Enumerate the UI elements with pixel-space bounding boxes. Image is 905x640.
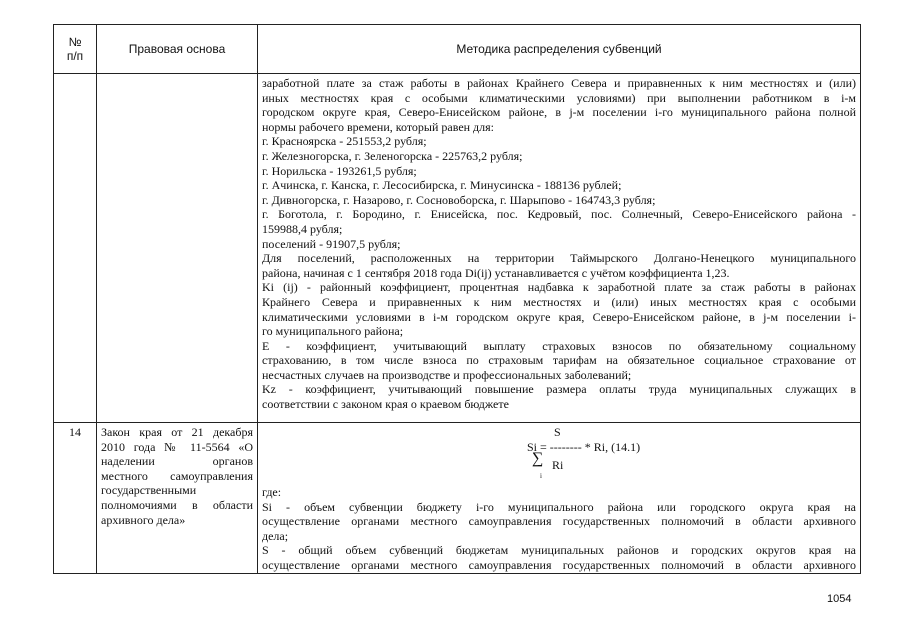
table-header-row xyxy=(54,25,861,74)
text-line: соответствии с законом края о краевом бюджете xyxy=(262,397,509,412)
text-line: г. Ачинска, г. Канска, г. Лесосибирска, г. Минусинска - 188136 рублей; xyxy=(262,178,622,193)
text-line: городском округе края, Северо-Енисейском районе, в j-м поселении i-го муниципального района полной xyxy=(262,105,856,120)
header-basis: Правовая основа xyxy=(97,25,258,74)
text-line: дела; xyxy=(262,528,289,543)
text-line: климатическими условиями в i-м городском округе края, Северо-Енисейском районе, в j-м поселении i- xyxy=(262,309,856,324)
text-line: г. Дивногорска, г. Назарово, г. Сосновоборска, г. Шарыпово - 164743,3 рубля; xyxy=(262,192,656,207)
text-line: осуществление органами местного самоуправления государственных полномочий в области архивного xyxy=(262,557,856,572)
text-line: осуществление органами местного самоуправления государственных полномочий в области архивного xyxy=(262,514,856,529)
text-line: г. Боготола, г. Бородино, г. Енисейска, пос. Кедровый, пос. Солнечный, Северо-Енисейского района - xyxy=(262,207,856,222)
sum-symbol: ∑ xyxy=(532,450,544,467)
table-row-14 xyxy=(54,423,861,574)
text-line: г. Железногорска, г. Зеленогорска - 225763,2 рубля; xyxy=(262,148,523,163)
text-line: страхованию, в том числе взноса по страховым тарифам на обязательное социальное страхование от xyxy=(262,353,856,368)
formula-equation: Si = -------- * Ri, (14.1) xyxy=(527,440,641,454)
formula-denominator: Ri xyxy=(552,458,564,472)
law-line: Закон края от 21 декабря xyxy=(101,425,253,439)
subsidy-table xyxy=(53,24,861,574)
text-line: г. Норильска - 193261,5 рубля; xyxy=(262,163,417,178)
text-line: E - коэффициент, учитывающий выплату страховых взносов по обязательному социальному xyxy=(262,338,856,353)
law-line: местного самоуправления xyxy=(101,468,253,483)
text-line: Ki (ij) - районный коэффициент, процентная надбавка к заработной плате за стаж работы в районах xyxy=(262,280,856,295)
text-line: Для поселений, расположенных на территории Таймырского Долгано-Ненецкого муниципального xyxy=(262,251,856,266)
text-line: Крайнего Севера и приравненных к ним местностях и (или) иных местностях края с особыми xyxy=(262,294,856,309)
cell-basis-empty xyxy=(97,74,258,423)
header-method: Методика распределения субвенций xyxy=(258,25,861,74)
text-line: где: xyxy=(262,485,282,499)
text-line: нормы рабочего времени, который равен для: xyxy=(262,119,495,134)
text-line: несчастных случаев на производстве и профессиональных заболеваний; xyxy=(262,367,632,382)
formula-14-1 xyxy=(262,425,856,485)
method-text-14-lines xyxy=(262,485,856,573)
table-row-continued xyxy=(54,74,861,423)
cell-method xyxy=(258,423,861,574)
sum-index: i xyxy=(540,472,542,480)
method-text-14 xyxy=(258,423,860,573)
text-line: заработной плате за стаж работы в районах Крайнего Севера и приравненных к ним местностях и (или) xyxy=(262,76,856,90)
method-text xyxy=(258,74,860,412)
text-line: поселений - 91907,5 рубля; xyxy=(262,236,401,251)
formula-numerator: S xyxy=(554,425,561,439)
text-line: г. Красноярска - 251553,2 рубля; xyxy=(262,134,427,149)
law-line: наделении органов xyxy=(101,454,253,469)
header-num xyxy=(54,25,97,74)
cell-method-continued xyxy=(258,74,861,423)
header-num-line1: № xyxy=(68,35,82,49)
law-line: 2010 года № 11-5564 «О xyxy=(101,439,253,454)
text-line: 159988,4 рубля; xyxy=(262,221,343,236)
text-line: иных местностях края с особыми климатическими условиями) при выполнении работником в i-м xyxy=(262,90,856,105)
text-line: го муниципального района; xyxy=(262,324,404,339)
law-line: полномочиями в области xyxy=(101,497,253,512)
text-line: Si - объем субвенции бюджету i-го муниципального района или городского округа края на xyxy=(262,499,856,514)
text-line: S - общий объем субвенций бюджетам муниципальных районов и городских округов края на xyxy=(262,543,856,558)
law-text xyxy=(97,423,257,527)
law-line: государственными xyxy=(101,483,197,498)
text-line: района, начиная с 1 сентября 2018 года Di(ij) устанавливается с учётом коэффициента 1,23. xyxy=(262,265,730,280)
cell-num xyxy=(54,423,97,574)
cell-num-empty xyxy=(54,74,97,423)
cell-basis xyxy=(97,423,258,574)
text-line: Kz - коэффициент, учитывающий повышение размера оплаты труда муниципальных служащих в xyxy=(262,382,856,397)
page-number: 1054 xyxy=(827,593,852,605)
law-line: архивного дела» xyxy=(101,512,186,527)
header-num-line2: п/п xyxy=(66,49,84,63)
row-number: 14 xyxy=(69,425,81,439)
